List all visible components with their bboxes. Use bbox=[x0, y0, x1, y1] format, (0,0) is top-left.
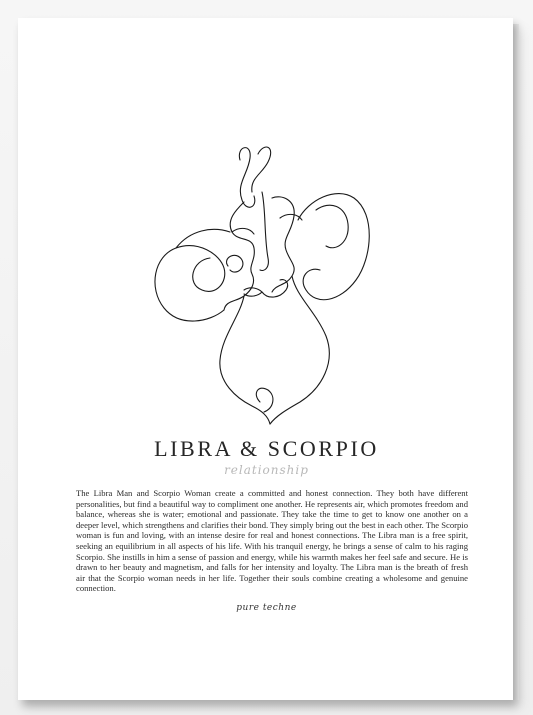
left-lips bbox=[244, 288, 262, 296]
poster-body-text: The Libra Man and Scorpio Woman create a committed and honest connection. They both have different personalities, but find a beautiful way to compliment one another. He represents air, which promotes freedom and balance, whereas she is water; emotional and passionate. They take the time to get to know one another on a deeper level, which strengthens and clarifies their bond. They simply bring out the best in each other. The Scorpio woman is fun and loving, with an intense desire for real and honest connections. The Libra man is a free spirit, seeking an equilibrium in all aspects of his life. With his tranquil energy, he brings a sense of calm to his raging Scorpio. She instills in him a sense of passion and energy, while his warmth makes her feel safe and secure. He is drawn to her beauty and magnetism, and falls for her intensity and loyalty. The Libra man is the breath of fresh air that the Scorpio woman needs in her life. Together their souls combine creating a wholesome and genuine connection. bbox=[76, 488, 468, 594]
hair-stroke bbox=[239, 148, 254, 208]
neck-right bbox=[270, 276, 329, 424]
poster-title: LIBRA & SCORPIO bbox=[154, 436, 379, 461]
hair-curl bbox=[252, 147, 271, 192]
heart-loop bbox=[256, 388, 273, 412]
right-hair-inner bbox=[316, 205, 348, 248]
right-face-profile bbox=[272, 197, 294, 292]
left-ear-swirl bbox=[227, 255, 243, 272]
left-hair-loop bbox=[155, 246, 225, 321]
couple-line-art-illustration bbox=[140, 140, 390, 430]
right-hair-loop bbox=[298, 194, 369, 300]
poster-edge bbox=[513, 24, 519, 700]
left-face-profile bbox=[224, 202, 254, 310]
brand-signature: pure techne bbox=[236, 603, 297, 613]
hair-sweep bbox=[176, 229, 230, 248]
neck-left bbox=[220, 296, 270, 424]
left-eye bbox=[232, 228, 254, 234]
poster-subtitle: relationship bbox=[224, 463, 309, 477]
nose-line bbox=[260, 192, 268, 271]
